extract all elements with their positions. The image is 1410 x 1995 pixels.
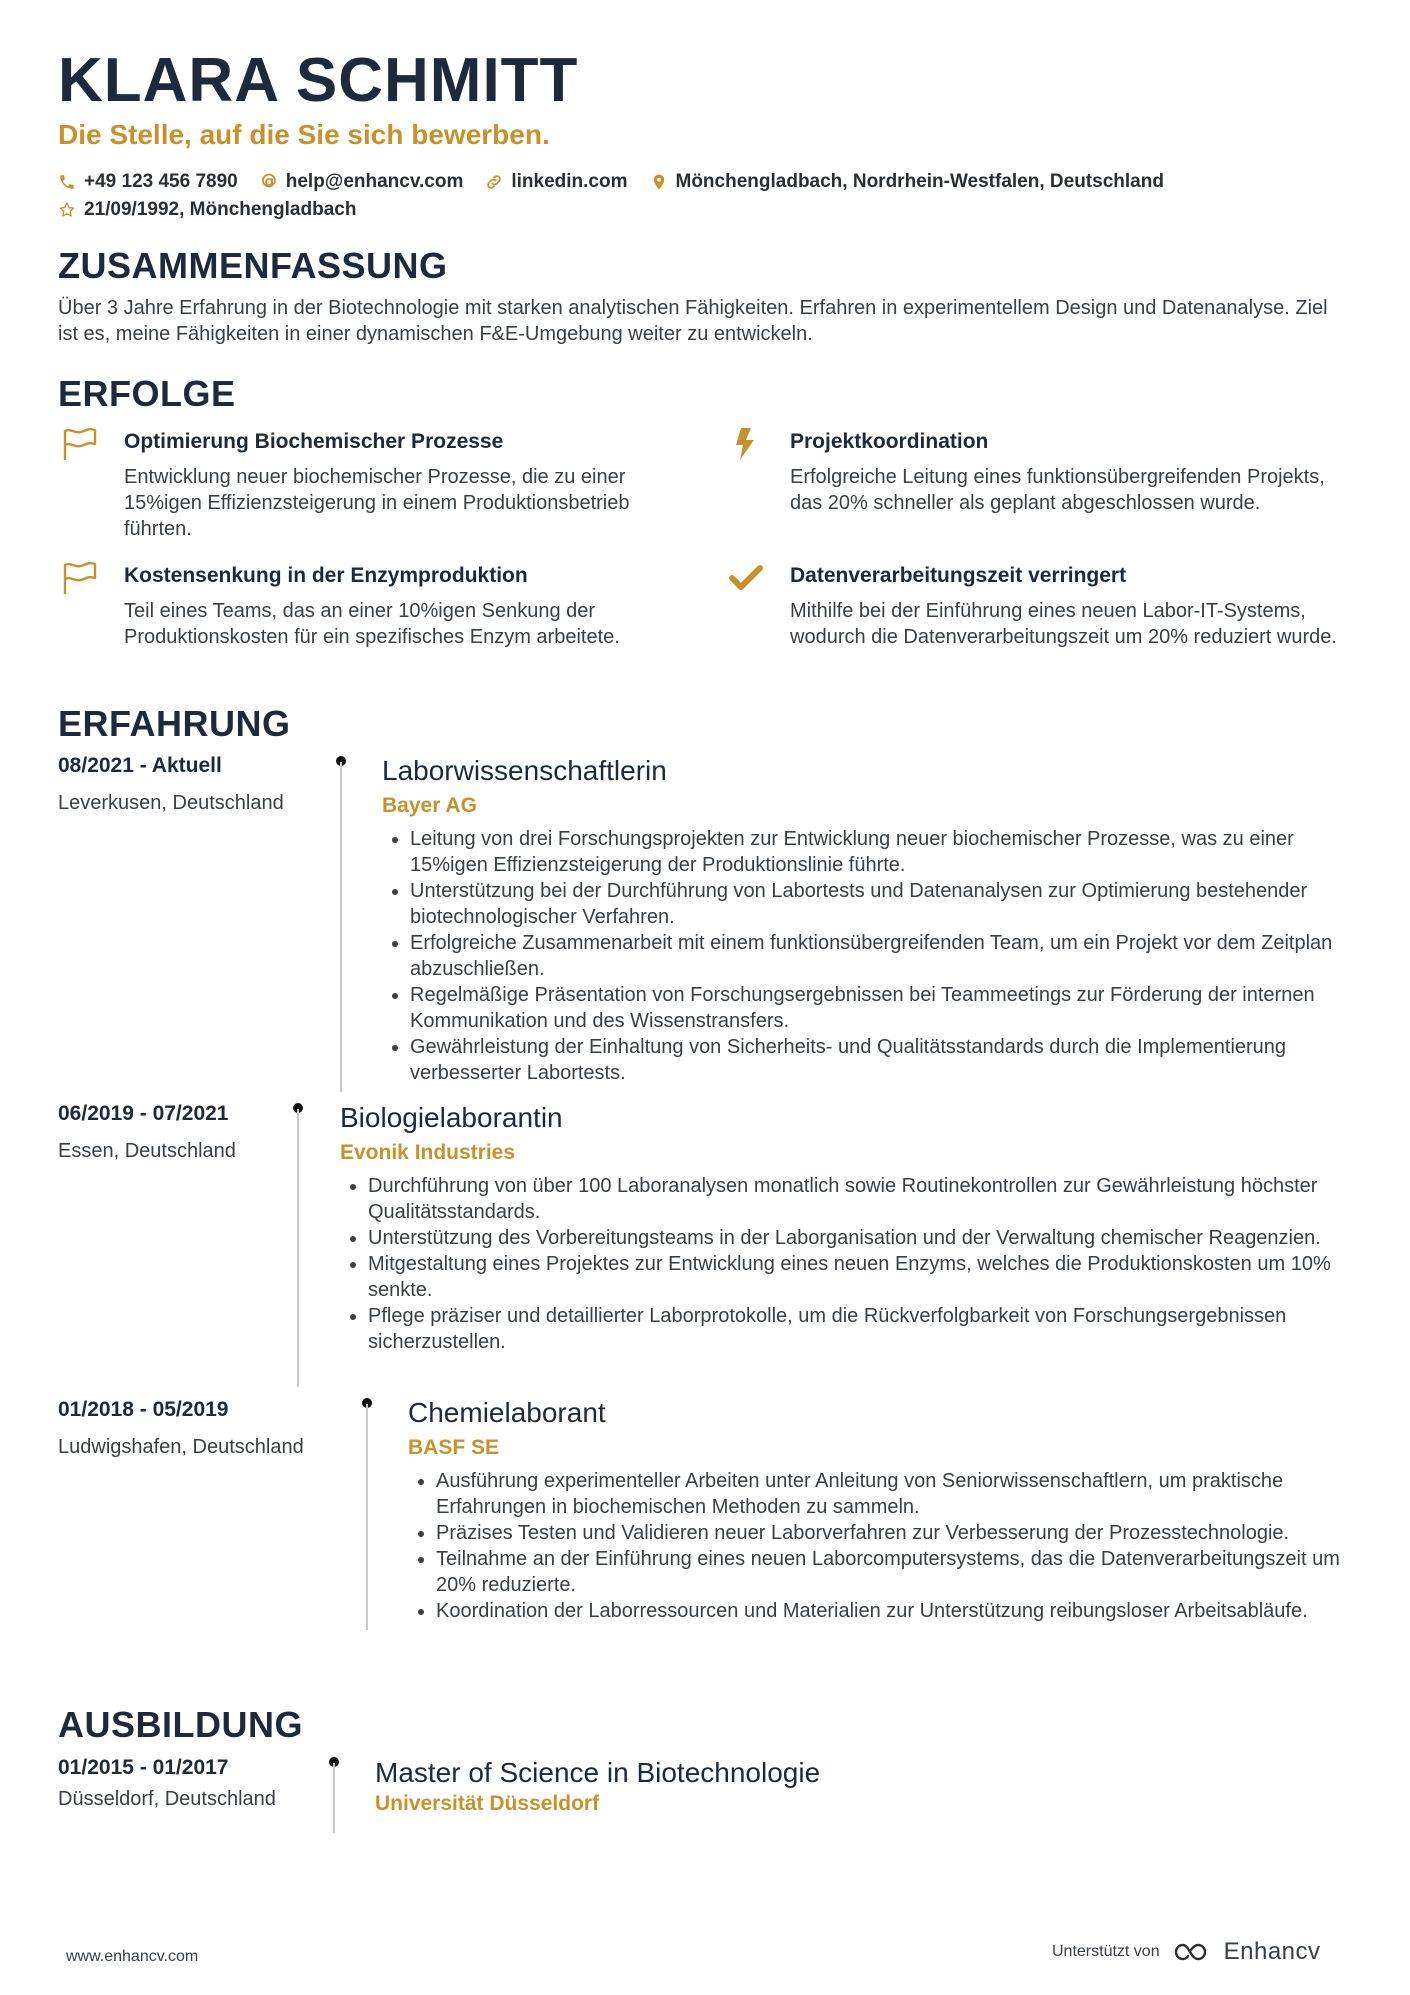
achievement-desc: Teil eines Teams, das an einer 10%igen Senkung der Produktionskosten für ein spezifisches Enzym arbeitete. [124, 600, 620, 648]
achievement-title: Optimierung Biochemischer Prozesse [124, 430, 504, 453]
brand-name: Enhancv [1223, 1938, 1321, 1965]
job-title: Chemielaborant [408, 1397, 606, 1428]
job-meta [58, 1100, 236, 1164]
job-entry [382, 754, 1362, 1086]
job-bullets [382, 826, 1362, 1086]
job-location: Ludwigshafen, Deutschland [58, 1436, 304, 1458]
powered-by-label: Unterstützt von [1052, 1943, 1160, 1960]
summary-heading: ZUSAMMENFASSUNG [58, 245, 448, 286]
achievement-title: Datenverarbeitungszeit verringert [790, 564, 1127, 587]
job-title: Biologielaborantin [340, 1102, 563, 1133]
location-text: Mönchengladbach, Nordrhein-Westfalen, Deutschland [675, 171, 1164, 192]
at-sign-icon [260, 173, 278, 191]
job-company: Evonik Industries [340, 1141, 516, 1164]
job-bullet: • Mitgestaltung eines Projektes zur Entwicklung eines neuen Enzyms, welches die Produktionskosten um 10% senkte. [368, 1251, 1360, 1303]
job-location: Essen, Deutschland [58, 1140, 236, 1162]
education-school: Universität Düsseldorf [375, 1792, 600, 1815]
job-bullet: • Ausführung experimenteller Arbeiten unter Anleitung von Seniorwissenschaftlern, um praktische Erfahrungen in biochemischen Methoden zu sammeln. [436, 1468, 1368, 1520]
job-bullet: • Koordination der Laborressourcen und Materialien zur Unterstützung reibungsloser Arbeitsabläufe. [436, 1598, 1368, 1624]
contact-phone[interactable] [58, 168, 238, 196]
job-entry [408, 1396, 1368, 1624]
job-meta [58, 752, 284, 816]
job-meta [58, 1396, 304, 1460]
contact-email[interactable] [260, 168, 464, 196]
star-icon [58, 201, 76, 219]
lightning-icon [728, 426, 764, 462]
flag-icon [62, 560, 98, 596]
contact-linkedin[interactable] [485, 168, 627, 196]
job-dates: 06/2019 - 07/2021 [58, 1102, 229, 1125]
candidate-name: KLARA SCHMITT [58, 46, 579, 115]
job-bullet: • Leitung von drei Forschungsprojekten zur Entwicklung neuer biochemischer Prozesse, was zu einer 15%igen Effizienzsteigerung der Produktionslinie führte. [410, 826, 1362, 878]
job-bullet: • Pflege präziser und detaillierter Laborprotokolle, um die Rückverfolgbarkeit von Forschungsergebnissen sicherzustellen. [368, 1303, 1360, 1355]
birth-text: 21/09/1992, Mönchengladbach [84, 199, 357, 220]
footer-website[interactable]: www.enhancv.com [66, 1948, 199, 1965]
email-text: help@enhancv.com [285, 171, 464, 192]
achievement-title: Kostensenkung in der Enzymproduktion [124, 564, 528, 587]
job-bullet: • Unterstützung des Vorbereitungsteams in der Laborganisation und der Verwaltung chemischer Reagenzien. [368, 1225, 1360, 1251]
job-bullet: • Erfolgreiche Zusammenarbeit mit einem funktionsübergreifenden Team, um ein Projekt vor dem Zeitplan abzuschließen. [410, 930, 1362, 982]
job-dates: 08/2021 - Aktuell [58, 754, 222, 777]
job-title: Laborwissenschaftlerin [382, 755, 667, 786]
education-dates: 01/2015 - 01/2017 [58, 1756, 229, 1779]
target-role: Die Stelle, auf die Sie sich bewerben. [58, 119, 550, 150]
timeline-line [333, 1763, 335, 1833]
education-heading: AUSBILDUNG [58, 1704, 303, 1745]
education-entry [375, 1756, 1275, 1818]
link-icon [485, 173, 503, 191]
contact-info [58, 168, 1358, 224]
linkedin-text: linkedin.com [511, 171, 628, 192]
job-bullets [340, 1173, 1360, 1355]
footer-branding [1052, 1938, 1321, 1966]
achievement-desc: Mithilfe bei der Einführung eines neuen Labor-IT-Systems, wodurch die Datenverarbeitungszeit um 20% reduziert wurde. [790, 600, 1337, 648]
phone-text: +49 123 456 7890 [84, 171, 238, 192]
job-bullet: • Durchführung von über 100 Laboranalysen monatlich sowie Routinekontrollen zur Gewährleistung höchster Qualitätsstandards. [368, 1173, 1360, 1225]
job-bullet: • Gewährleistung der Einhaltung von Sicherheits- und Qualitätsstandards durch die Implementierung verbesserter Labortests. [410, 1034, 1362, 1086]
timeline-line [297, 1109, 299, 1387]
job-bullet: • Regelmäßige Präsentation von Forschungsergebnissen bei Teammeetings zur Förderung der internen Kommunikation und des Wissenstransfers. [410, 982, 1362, 1034]
education-degree: Master of Science in Biotechnologie [375, 1757, 821, 1788]
job-bullets [408, 1468, 1368, 1624]
flag-icon [62, 426, 98, 462]
summary-text: Über 3 Jahre Erfahrung in der Biotechnologie mit starken analytischen Fähigkeiten. Erfahren in experimentellem Design und Datenanalyse. Ziel ist es, meine Fähigkeiten in einer dynamischen F&E-Umgebung weiter zu entwickeln. [58, 297, 1328, 345]
location-pin-icon [650, 173, 668, 191]
experience-heading: ERFAHRUNG [58, 703, 291, 744]
education-location: Düsseldorf, Deutschland [58, 1788, 276, 1810]
achievements-heading: ERFOLGE [58, 373, 236, 414]
achievement-desc: Entwicklung neuer biochemischer Prozesse, die zu einer 15%igen Effizienzsteigerung in einem Produktionsbetrieb führten. [124, 466, 630, 540]
job-location: Leverkusen, Deutschland [58, 792, 284, 814]
education-meta [58, 1754, 276, 1812]
contact-location [650, 168, 1164, 196]
job-entry [340, 1101, 1360, 1355]
timeline-line [340, 762, 342, 1092]
job-company: BASF SE [408, 1436, 500, 1459]
enhancv-logo-icon [1172, 1940, 1216, 1964]
phone-icon [58, 173, 76, 191]
timeline-line [366, 1404, 368, 1630]
checkmark-icon [728, 560, 764, 596]
job-bullet: • Präzises Testen und Validieren neuer Laborverfahren zur Verbesserung der Prozesstechnologie. [436, 1520, 1368, 1546]
job-bullet: • Teilnahme an der Einführung eines neuen Laborcomputersystems, das die Datenverarbeitungszeit um 20% reduzierte. [436, 1546, 1368, 1598]
achievement-title: Projektkoordination [790, 430, 989, 453]
job-bullet: • Unterstützung bei der Durchführung von Labortests und Datenanalysen zur Optimierung bestehender biotechnologischer Verfahren. [410, 878, 1362, 930]
job-company: Bayer AG [382, 794, 477, 817]
contact-birth [58, 196, 356, 224]
achievement-desc: Erfolgreiche Leitung eines funktionsübergreifenden Projekts, das 20% schneller als geplant abgeschlossen wurde. [790, 466, 1325, 514]
job-dates: 01/2018 - 05/2019 [58, 1398, 229, 1421]
